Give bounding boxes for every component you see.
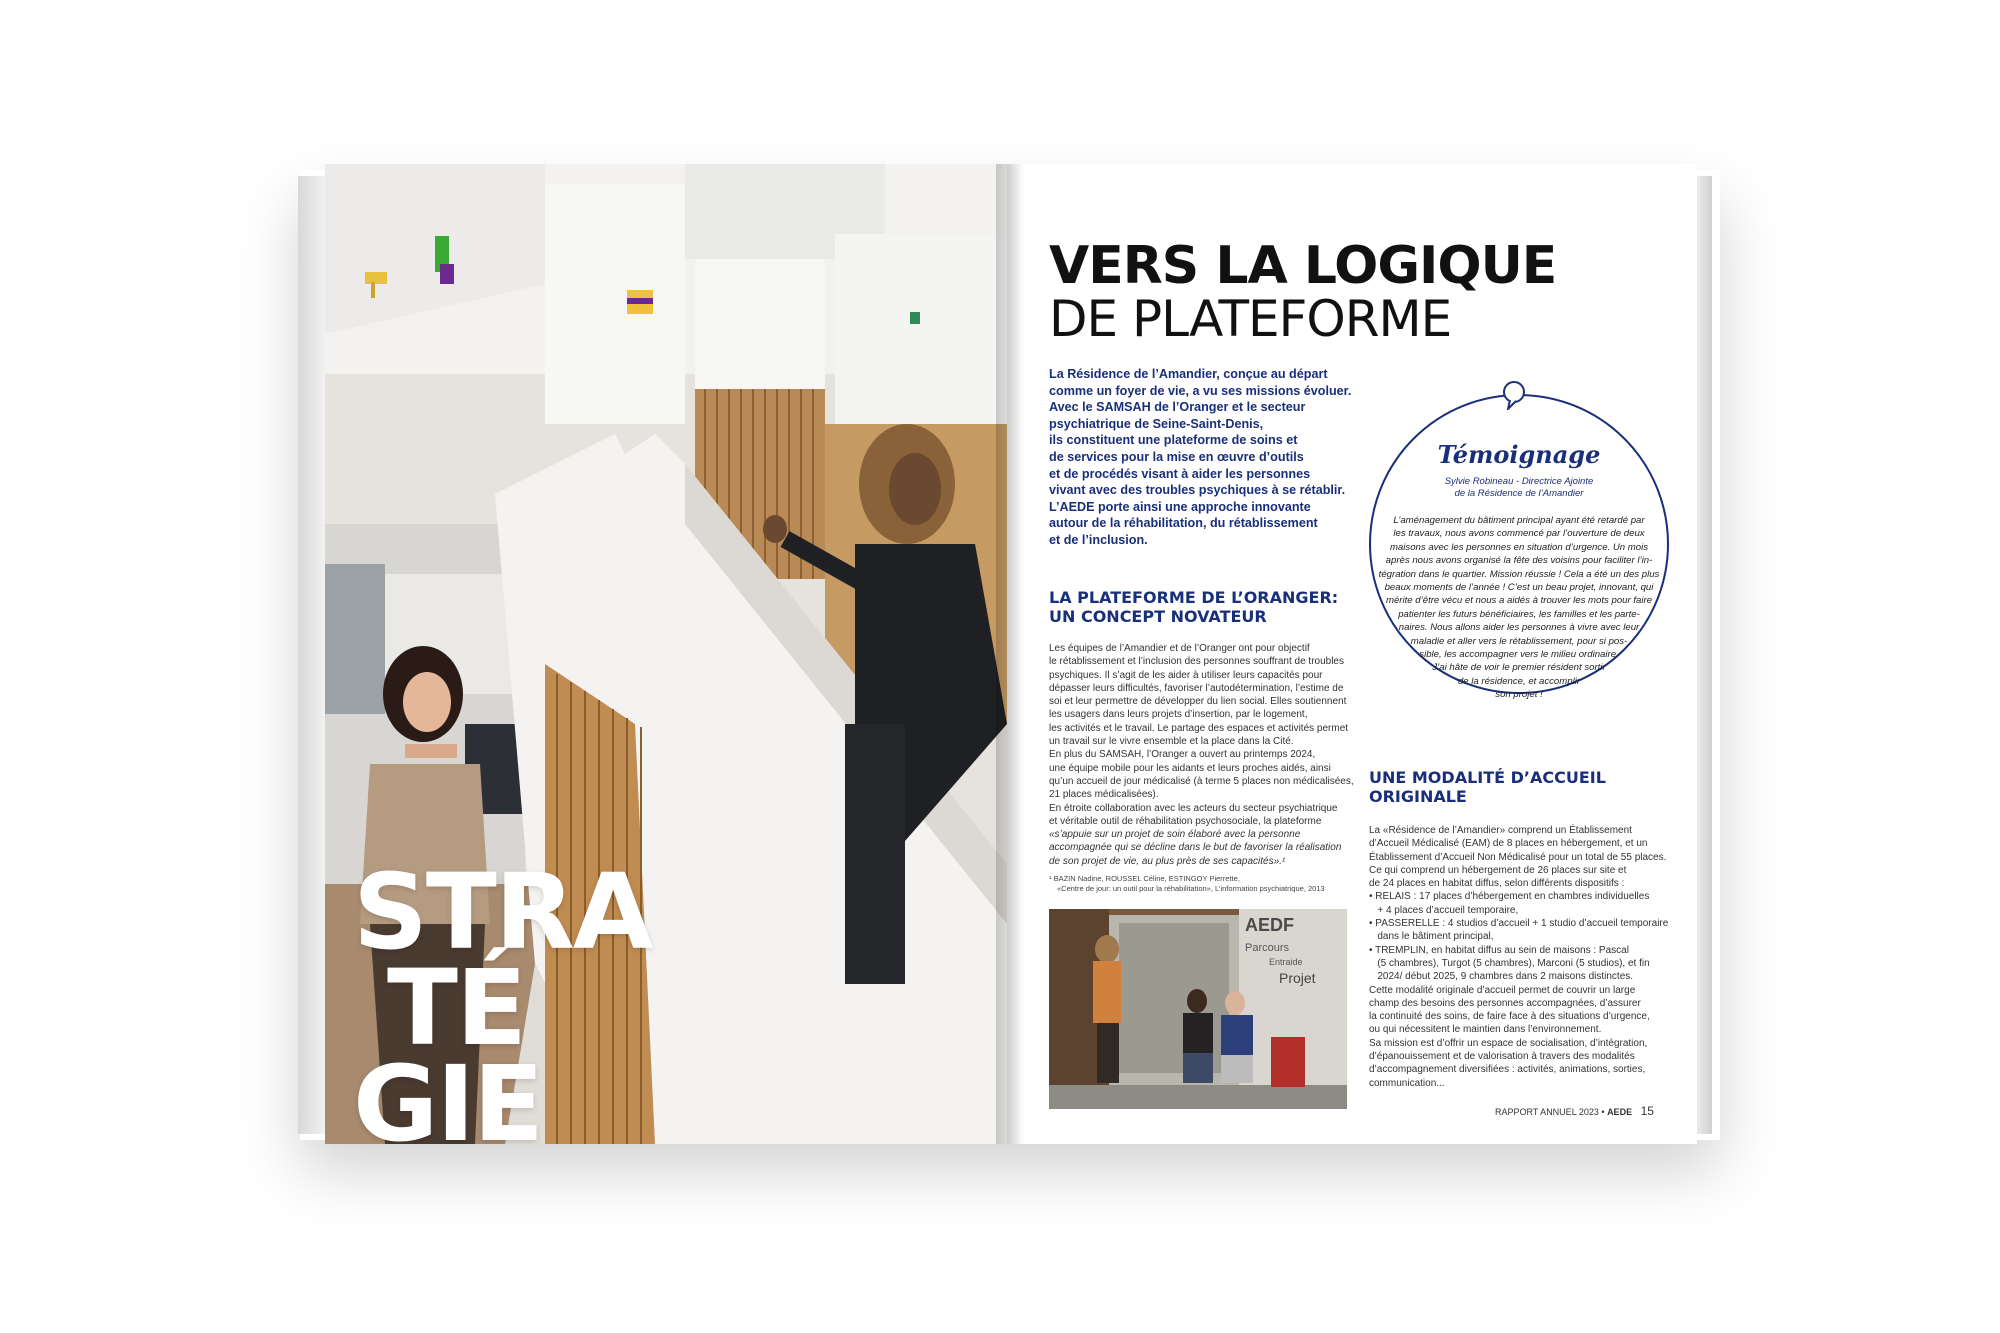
section1-body — [1049, 642, 1359, 868]
section1-line: un travail sur le vivre ensemble et la place dans la Cité. — [1049, 736, 1294, 748]
section2-heading — [1369, 768, 1606, 806]
quote-line: tégration dans le quartier. Mission réussie ! Cela a été un des plus — [1378, 568, 1660, 580]
right-page — [1007, 164, 1697, 1144]
section2-line: d’épanouissement et de valorisation à travers des modalités — [1369, 1051, 1635, 1063]
quote-line: son projet ! — [1495, 689, 1543, 701]
cover-word — [353, 851, 652, 1144]
section2-line: Ce qui comprend un hébergement de 26 places sur site et — [1369, 864, 1627, 876]
quote-line: naires. Nous allons aider les personnes à vivre avec leur — [1398, 622, 1640, 634]
footnote-line-1: ¹ BAZIN Nadine, ROUSSEL Céline, ESTINGOY Pierrette, — [1049, 874, 1240, 883]
page-edge-left — [298, 176, 328, 1134]
intro-line: psychiatrique de Seine-Saint-Denis, — [1049, 416, 1264, 431]
speech-bubble-icon — [1501, 380, 1527, 410]
section1-line: En plus du SAMSAH, l’Oranger a ouvert au printemps 2024, — [1049, 749, 1316, 761]
section1-line: dépasser leurs difficultés, favoriser l’autodétermination, l’estime de — [1049, 682, 1344, 694]
section1-line: les usagers dans leurs projets d’insertion, par le logement, — [1049, 709, 1308, 721]
intro-line: et de procédés visant à aider les personnes — [1049, 466, 1311, 481]
section1-line: 21 places médicalisées). — [1049, 789, 1159, 801]
section2-line: 2024/ début 2025, 9 chambres dans 2 maisons distinctes. — [1369, 971, 1634, 983]
quote-line: mérite d’être vécu et nous a aidés à trouver les mots pour faire — [1385, 595, 1653, 607]
section2-line: dans le bâtiment principal, — [1369, 931, 1494, 943]
intro-line: comme un foyer de vie, a vu ses missions évoluer. — [1049, 383, 1352, 398]
section1-line: de son projet de vie, au plus près de ses capacités».¹ — [1049, 855, 1286, 867]
sign-entraide: Entraide — [1269, 957, 1303, 967]
section1-line: Les équipes de l’Amandier et de l’Oranger ont pour objectif — [1049, 643, 1310, 654]
quote-line: de la résidence, et accomplir — [1457, 675, 1581, 687]
entrance-photo — [1049, 909, 1347, 1109]
quote-line: patienter les futurs bénéficiaires, les familles et les parte- — [1398, 608, 1640, 620]
quote-line: les travaux, nous avons commencé par l’ouverture de deux — [1393, 528, 1645, 540]
intro-line: et de l’inclusion. — [1049, 532, 1148, 547]
section1-line: les activités et le travail. Le partage des espaces et activités permet — [1049, 722, 1349, 734]
intro-paragraph — [1049, 366, 1354, 549]
section2-line: La «Résidence de l’Amandier» comprend un Établissement — [1369, 825, 1632, 836]
intro-line: Avec le SAMSAH de l’Oranger et le secteur — [1049, 400, 1306, 415]
signature-line-1: Sylvie Robineau - Directrice Ajointe — [1444, 476, 1594, 487]
section2-line: Sa mission est d’offrir un espace de socialisation, d’intégration, — [1369, 1037, 1648, 1049]
footer-label: RAPPORT ANNUEL 2023 • — [1495, 1107, 1605, 1117]
section2-line: d’accompagnement diversifiées : activités, animations, sorties, — [1369, 1064, 1646, 1076]
section1-line: accompagnée qui se décline dans le but de favoriser la réalisation — [1049, 842, 1342, 854]
intro-line: de services pour la mise en œuvre d’outils — [1049, 449, 1304, 464]
signature-line-2: de la Résidence de l’Amandier — [1454, 488, 1584, 499]
section2-line: de 24 places en habitat diffus, selon différents dispositifs : — [1369, 878, 1625, 890]
section2-line: Établissement d’Accueil Non Médicalisé pour un total de 55 places. — [1369, 851, 1667, 863]
section2-line: d’Accueil Médicalisé (EAM) de 8 places en hébergement, et un — [1369, 838, 1648, 850]
section2-line: • PASSERELLE : 4 studios d’accueil + 1 studio d’accueil temporaire — [1369, 918, 1669, 930]
quote-line: beaux moments de l’année ! C’est un beau projet, innovant, qui — [1384, 582, 1654, 594]
page-footer — [1495, 1104, 1654, 1118]
section2-line: communication... — [1369, 1077, 1445, 1089]
section1-line: le rétablissement et l’inclusion des personnes souffrant de troubles — [1049, 656, 1344, 668]
page-title-line-1: VERS LA LOGIQUE — [1049, 236, 1557, 296]
section2-body — [1369, 824, 1679, 1090]
quote-line: maisons avec les personnes en situation d’urgence. Un mois — [1389, 541, 1649, 553]
footer-brand: AEDE — [1607, 1107, 1633, 1117]
section2-line: + 4 places d’accueil temporaire, — [1369, 904, 1519, 916]
testimony-signature — [1369, 476, 1669, 500]
page-title-line-2: DE PLATEFORME — [1049, 290, 1452, 348]
footnote-line-2: «Centre de jour: un outil pour la réhabilitation», L’information psychiatrique, 2013 — [1057, 884, 1325, 893]
section2-heading-line-1: UNE MODALITÉ D’ACCUEIL — [1369, 768, 1606, 787]
section1-line: qu’un accueil de jour médicalisé (à terme 5 places non médicalisées, — [1049, 775, 1354, 787]
intro-line: vivant avec des troubles psychiques à se rétablir. — [1049, 483, 1346, 498]
section1-line: En étroite collaboration avec les acteurs du secteur psychiatrique — [1049, 802, 1338, 814]
testimony-quote — [1377, 514, 1661, 702]
intro-line: L’AEDE porte ainsi une approche innovante — [1049, 499, 1311, 514]
section2-line: Cette modalité originale d’accueil permet de couvrir un large — [1369, 984, 1636, 996]
footnote — [1049, 874, 1325, 894]
cover-word-line-3: GIE — [353, 1043, 543, 1144]
testimony-heading: Témoignage — [1437, 440, 1601, 469]
sign-projet: Projet — [1279, 970, 1316, 986]
section1-heading-line-2: UN CONCEPT NOVATEUR — [1049, 607, 1267, 626]
section2-line: • RELAIS : 17 places d’hébergement en chambres individuelles — [1369, 891, 1650, 903]
section1-heading — [1049, 588, 1338, 626]
book-gutter — [996, 164, 1022, 1144]
section2-heading-line-2: ORIGINALE — [1369, 787, 1467, 806]
section1-line: soi et leur permettre de développer du lien social. Elles soutiennent — [1049, 696, 1347, 708]
section2-line: champ des besoins des personnes accompagnées, d’assurer — [1369, 997, 1641, 1009]
quote-line: maladie et aller vers le rétablissement, pour si pos- — [1410, 635, 1628, 647]
sign-parcours: Parcours — [1245, 942, 1290, 954]
quote-line: sible, les accompagner vers le milieu ordinaire. — [1419, 649, 1619, 661]
section1-line: psychiques. Il s’agit de les aider à utiliser leurs capacités pour — [1049, 669, 1323, 681]
section2-line: • TREMPLIN, en habitat diffus au sein de maisons : Pascal — [1369, 944, 1629, 956]
intro-line: ils constituent une plateforme de soins et — [1049, 433, 1298, 448]
cover-word-line-2: TÉ — [387, 947, 525, 1069]
section2-line: (5 chambres), Turgot (5 chambres), Marconi (5 studios), et fin — [1369, 957, 1650, 969]
sign-aedf: AEDF — [1245, 915, 1294, 935]
page-number: 15 — [1640, 1104, 1654, 1118]
section1-line: «s’appuie sur un projet de soin élaboré avec la personne — [1049, 829, 1301, 841]
quote-line: J’ai hâte de voir le premier résident sortir — [1432, 662, 1606, 674]
left-page-photo — [325, 164, 1007, 1144]
section2-line: la continuité des soins, de faire face à des situations d’urgence, — [1369, 1011, 1650, 1023]
quote-line: L’aménagement du bâtiment principal ayant été retardé par — [1393, 515, 1645, 526]
section1-line: une équipe mobile pour les aidants et leurs proches aidés, ainsi — [1049, 762, 1331, 774]
cover-word-line-1: STRA — [353, 851, 652, 973]
section1-heading-line-1: LA PLATEFORME DE L’ORANGER: — [1049, 588, 1339, 607]
section1-line: et véritable outil de réhabilitation psychosociale, la plateforme — [1049, 815, 1322, 827]
intro-line: autour de la réhabilitation, du rétablissement — [1049, 516, 1318, 531]
intro-line: La Résidence de l’Amandier, conçue au départ — [1049, 367, 1328, 381]
section2-line: ou qui nécessitent le maintien dans l’environnement. — [1369, 1024, 1602, 1036]
quote-line: après nous avons organisé la fête des voisins pour faciliter l’in- — [1385, 555, 1653, 567]
